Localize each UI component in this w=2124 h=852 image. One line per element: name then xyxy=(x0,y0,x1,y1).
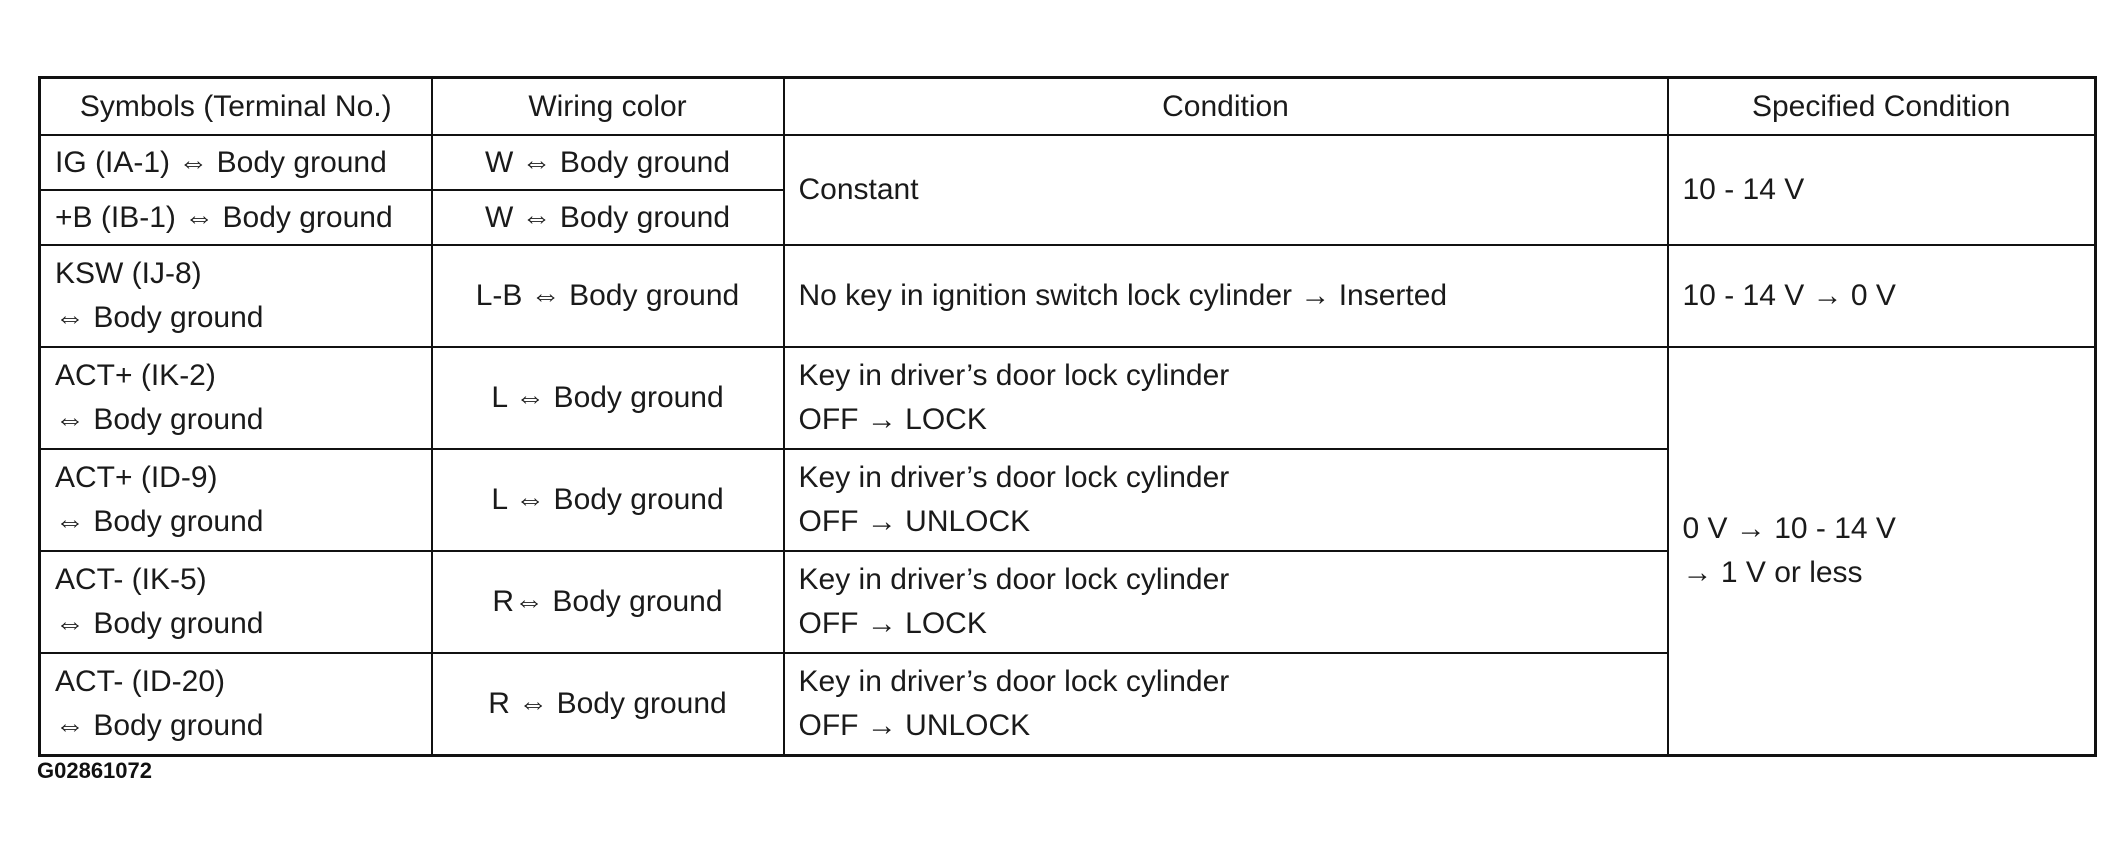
condition-cell xyxy=(784,449,1668,551)
symbol-ground-text: ⇔ Body ground xyxy=(55,505,264,538)
symbol-ground-text: ⇔ Body ground xyxy=(55,403,264,436)
symbol-text: ACT+ (IK-2) xyxy=(55,359,216,392)
condition-action-text: OFF → LOCK xyxy=(798,403,987,436)
condition-action-text: OFF → LOCK xyxy=(798,607,987,640)
condition-action-text: OFF → UNLOCK xyxy=(798,505,1031,538)
specified-cell-constant: 10 - 14 V xyxy=(1668,135,2096,245)
condition-action-text: OFF → UNLOCK xyxy=(798,709,1031,742)
symbol-cell xyxy=(40,135,432,190)
condition-cell xyxy=(784,245,1668,347)
specified-text: 10 - 14 V → 0 V xyxy=(1682,279,1896,312)
condition-text: Key in driver’s door lock cylinder xyxy=(798,359,1230,392)
table-row xyxy=(40,245,2096,347)
symbol-cell xyxy=(40,190,432,245)
condition-cell-constant: Constant xyxy=(784,135,1668,245)
condition-text: Key in driver’s door lock cylinder xyxy=(798,563,1230,596)
symbol-cell xyxy=(40,653,432,756)
wiring-cell: L ⇔ Body ground xyxy=(432,449,784,551)
wiring-cell: L ⇔ Body ground xyxy=(432,347,784,449)
header-condition: Condition xyxy=(784,78,1668,136)
wiring-cell: W ⇔ Body ground xyxy=(432,190,784,245)
terminal-spec-table xyxy=(38,76,2097,757)
specified-line-1: 0 V → 10 - 14 V xyxy=(1682,512,1896,545)
symbol-text: +B (IB-1) ⇔ Body ground xyxy=(55,200,393,234)
symbol-ground-text: ⇔ Body ground xyxy=(55,607,264,640)
symbol-cell xyxy=(40,347,432,449)
wiring-cell: L-B ⇔ Body ground xyxy=(432,245,784,347)
specified-cell-actuator xyxy=(1668,347,2096,756)
symbol-text: KSW (IJ-8) xyxy=(55,257,202,290)
condition-text: No key in ignition switch lock cylinder → Inserted xyxy=(798,279,1448,312)
condition-cell xyxy=(784,551,1668,653)
condition-cell xyxy=(784,347,1668,449)
table-header-row xyxy=(40,78,2096,136)
condition-text: Key in driver’s door lock cylinder xyxy=(798,665,1230,698)
header-symbols: Symbols (Terminal No.) xyxy=(40,78,432,136)
symbol-text: ACT- (IK-5) xyxy=(55,563,207,596)
symbol-cell xyxy=(40,551,432,653)
condition-text: Key in driver’s door lock cylinder xyxy=(798,461,1230,494)
table-row xyxy=(40,135,2096,190)
specified-line-2: → 1 V or less xyxy=(1682,556,1863,589)
specified-cell xyxy=(1668,245,2096,347)
symbol-ground-text: ⇔ Body ground xyxy=(55,301,264,334)
wiring-cell: W ⇔ Body ground xyxy=(432,135,784,190)
wiring-cell: R⇔ Body ground xyxy=(432,551,784,653)
condition-cell xyxy=(784,653,1668,756)
table-row xyxy=(40,347,2096,449)
symbol-text: ACT- (ID-20) xyxy=(55,665,226,698)
header-wiring-color: Wiring color xyxy=(432,78,784,136)
symbol-ground-text: ⇔ Body ground xyxy=(55,709,264,742)
symbol-text: IG (IA-1) ⇔ Body ground xyxy=(55,145,387,179)
symbol-cell xyxy=(40,449,432,551)
symbol-cell xyxy=(40,245,432,347)
header-specified-condition: Specified Condition xyxy=(1668,78,2096,136)
figure-id-label: G02861072 xyxy=(37,758,152,783)
wiring-cell: R ⇔ Body ground xyxy=(432,653,784,756)
symbol-text: ACT+ (ID-9) xyxy=(55,461,218,494)
